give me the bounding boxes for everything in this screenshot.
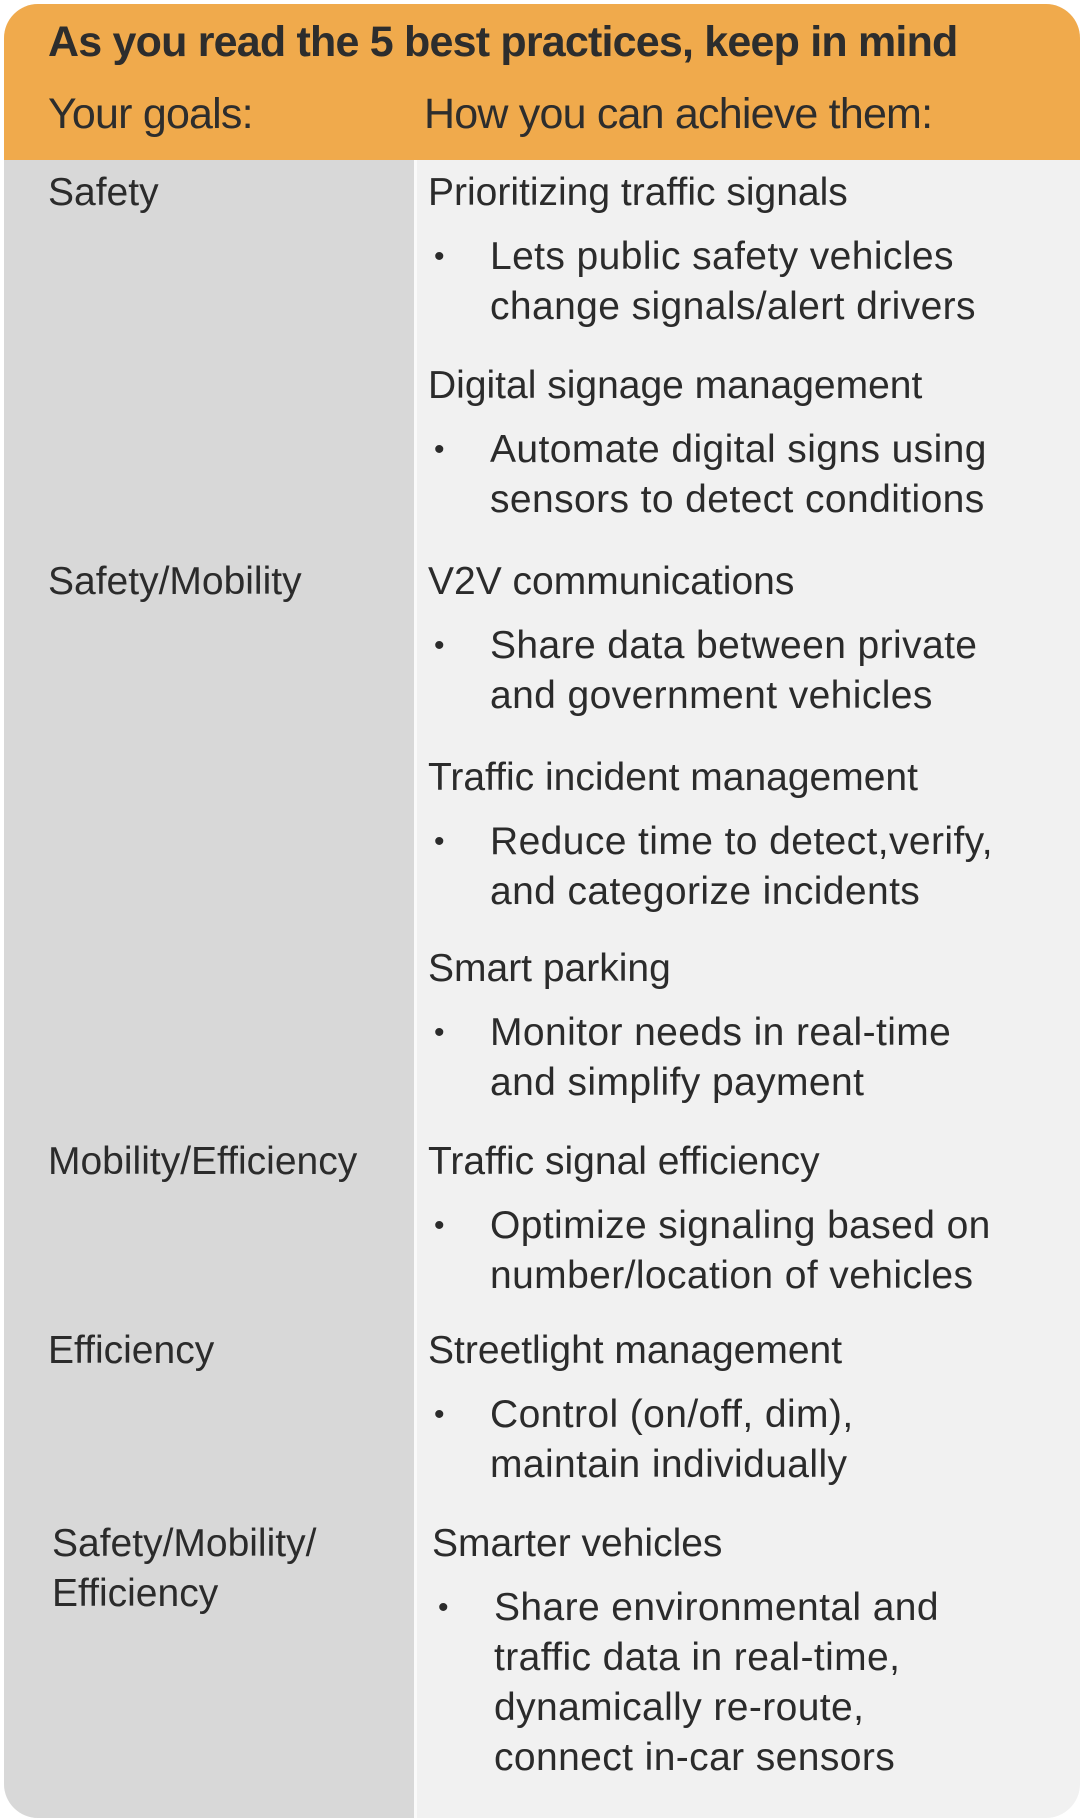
- goal-safety: Safety: [48, 171, 159, 214]
- practice-traffic-signal-efficiency: [428, 1137, 1068, 1301]
- bullet-line: maintain individually: [490, 1443, 848, 1486]
- practice-bullet: [428, 425, 1068, 525]
- bullet-dot: •: [434, 433, 445, 466]
- bullet-line: Automate digital signs using: [490, 428, 987, 471]
- bullet-dot: •: [434, 825, 445, 858]
- practice-v2v-communications: [428, 557, 1068, 721]
- practice-traffic-incident-management: [428, 753, 1068, 917]
- practice-title: Traffic signal efficiency: [428, 1140, 820, 1183]
- bullet-dot: •: [438, 1591, 449, 1624]
- goals-column-heading: Your goals:: [48, 90, 253, 138]
- practice-smart-parking: [428, 944, 1068, 1108]
- bullet-line: and government vehicles: [490, 674, 933, 717]
- bullet-line: and categorize incidents: [490, 870, 921, 913]
- practice-bullet: [428, 817, 1068, 917]
- bullet-line: Share environmental and: [494, 1586, 939, 1629]
- bullet-line: Lets public safety vehicles: [490, 235, 954, 278]
- goal-safety-mobility: Safety/Mobility: [48, 560, 302, 603]
- practice-title: Prioritizing traffic signals: [428, 171, 848, 214]
- bullet-line: Monitor needs in real-time: [490, 1011, 952, 1054]
- bullet-line: dynamically re-route,: [494, 1686, 865, 1729]
- practice-bullet: [428, 1008, 1068, 1108]
- bullet-dot: •: [434, 1398, 445, 1431]
- practice-smarter-vehicles: [432, 1519, 1072, 1783]
- bullet-dot: •: [434, 629, 445, 662]
- practice-title: Streetlight management: [428, 1329, 843, 1372]
- bullet-line: number/location of vehicles: [490, 1254, 974, 1297]
- bullet-dot: •: [434, 1209, 445, 1242]
- practice-bullet: [428, 232, 1068, 332]
- bullet-line: connect in-car sensors: [494, 1736, 896, 1779]
- bullet-dot: •: [434, 240, 445, 273]
- bullet-line: sensors to detect conditions: [490, 478, 985, 521]
- bullet-line: Share data between private: [490, 624, 978, 667]
- bullet-line: Optimize signaling based on: [490, 1204, 991, 1247]
- how-column-heading: How you can achieve them:: [424, 90, 933, 138]
- header-band: [4, 4, 1080, 160]
- bullet-line: Reduce time to detect,verify,: [490, 820, 993, 863]
- practice-streetlight-management: [428, 1326, 1068, 1490]
- practice-bullet: [428, 621, 1068, 721]
- goal-safety-mobility-efficiency-line1: Safety/Mobility/: [52, 1522, 317, 1565]
- practice-title: V2V communications: [428, 560, 795, 603]
- header-title: As you read the 5 best practices, keep in mind: [48, 18, 958, 66]
- bullet-line: change signals/alert drivers: [490, 285, 976, 328]
- bullet-line: traffic data in real-time,: [494, 1636, 901, 1679]
- bullet-dot: •: [434, 1016, 445, 1049]
- bullet-line: Control (on/off, dim),: [490, 1393, 854, 1436]
- column-divider: [414, 160, 417, 1818]
- practice-digital-signage-management: [428, 361, 1068, 525]
- goal-safety-mobility-efficiency-line2: Efficiency: [52, 1572, 219, 1615]
- practice-title: Traffic incident management: [428, 756, 918, 799]
- best-practices-card: [4, 4, 1080, 1818]
- practice-title: Smart parking: [428, 947, 671, 990]
- practice-bullet: [432, 1583, 1072, 1783]
- practice-bullet: [428, 1201, 1068, 1301]
- practice-title: Smarter vehicles: [432, 1522, 723, 1565]
- practice-prioritizing-traffic-signals: [428, 168, 1068, 332]
- practice-bullet: [428, 1390, 1068, 1490]
- goal-efficiency: Efficiency: [48, 1329, 215, 1372]
- practice-title: Digital signage management: [428, 364, 923, 407]
- goal-mobility-efficiency: Mobility/Efficiency: [48, 1140, 358, 1183]
- bullet-line: and simplify payment: [490, 1061, 865, 1104]
